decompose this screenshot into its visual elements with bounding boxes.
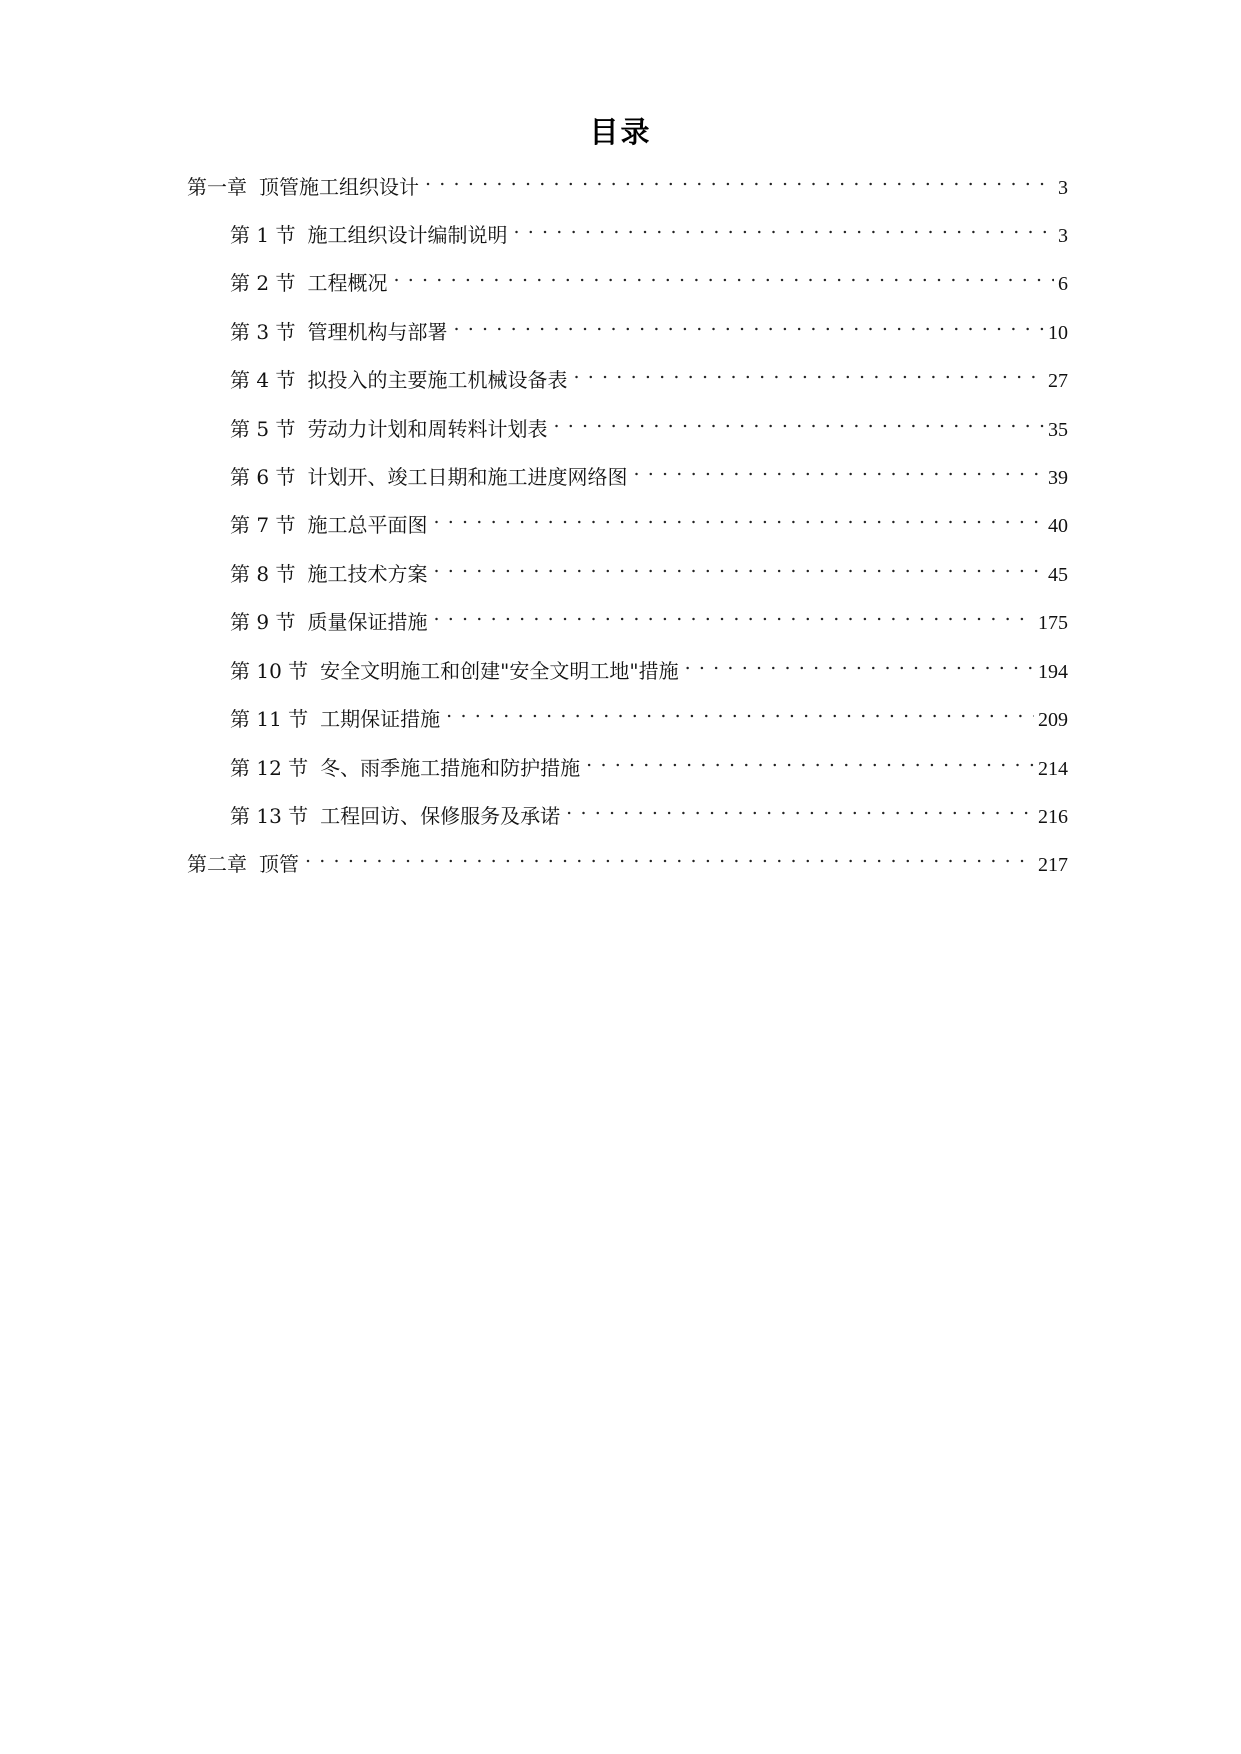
toc-entry-section-13[interactable] — [230, 793, 1068, 828]
toc-entry-label — [230, 704, 446, 734]
toc-dot-leader — [425, 164, 1054, 194]
toc-entry-section-9[interactable] — [230, 599, 1068, 634]
toc-entry-number: 第 11 节 — [230, 707, 309, 731]
toc-entry-label — [187, 849, 305, 879]
toc-entry-text: 管理机构与部署 — [307, 320, 448, 344]
toc-entry-label — [230, 462, 633, 492]
toc-entry-section-4[interactable] — [230, 357, 1068, 392]
toc-entry-text: 劳动力计划和周转料计划表 — [307, 417, 548, 441]
toc-entry-label — [230, 801, 566, 831]
toc-entry-number: 第 7 节 — [230, 513, 296, 537]
toc-entry-number: 第 10 节 — [230, 659, 309, 683]
toc-page-number: 217 — [1038, 854, 1068, 876]
toc-entry-number: 第 13 节 — [230, 804, 309, 828]
toc-dot-leader — [685, 648, 1034, 678]
toc-entry-text: 工程回访、保修服务及承诺 — [320, 804, 561, 828]
toc-page-number: 27 — [1048, 370, 1068, 392]
toc-entry-number: 第二章 — [187, 852, 247, 876]
toc-dot-leader — [433, 599, 1034, 629]
toc-entry-text: 施工总平面图 — [307, 513, 428, 537]
toc-dot-leader — [433, 551, 1044, 581]
toc-entry-label — [230, 317, 453, 347]
toc-entry-number: 第 3 节 — [230, 320, 296, 344]
toc-page-number: 3 — [1058, 225, 1068, 247]
toc-entry-text: 冬、雨季施工措施和防护措施 — [320, 756, 581, 780]
toc-page-number: 6 — [1058, 273, 1068, 295]
toc-entry-label — [230, 753, 586, 783]
toc-entry-section-7[interactable] — [230, 502, 1068, 537]
toc-dot-leader — [513, 212, 1054, 242]
toc-entry-number: 第 4 节 — [230, 368, 296, 392]
toc-entry-text: 施工技术方案 — [307, 562, 428, 586]
toc-entry-label — [230, 220, 513, 250]
toc-page-number: 45 — [1048, 564, 1068, 586]
toc-dot-leader — [633, 454, 1044, 484]
toc-entry-number: 第 9 节 — [230, 610, 296, 634]
toc-entry-section-5[interactable] — [230, 406, 1068, 441]
toc-page-number: 39 — [1048, 467, 1068, 489]
toc-page-number: 194 — [1038, 661, 1068, 683]
toc-dot-leader — [573, 357, 1044, 387]
toc-entry-label — [230, 268, 393, 298]
toc-entry-label — [230, 414, 553, 444]
toc-entry-text: 质量保证措施 — [307, 610, 428, 634]
toc-dot-leader — [446, 696, 1034, 726]
toc-page-number: 216 — [1038, 806, 1068, 828]
toc-entry-text: 拟投入的主要施工机械设备表 — [307, 368, 568, 392]
toc-entry-text: 工期保证措施 — [320, 707, 441, 731]
toc-dot-leader — [305, 841, 1034, 871]
toc-entry-label — [230, 559, 433, 589]
toc-entry-number: 第 2 节 — [230, 271, 296, 295]
toc-page-number: 175 — [1038, 612, 1068, 634]
toc-page-number: 40 — [1048, 515, 1068, 537]
toc-entry-number: 第 1 节 — [230, 223, 296, 247]
toc-entry-label — [230, 607, 433, 637]
toc-dot-leader — [566, 793, 1034, 823]
toc-dot-leader — [393, 260, 1054, 290]
toc-page-number: 209 — [1038, 709, 1068, 731]
toc-entry-text: 计划开、竣工日期和施工进度网络图 — [307, 465, 628, 489]
toc-entry-section-3[interactable] — [230, 309, 1068, 344]
toc-entry-number: 第 8 节 — [230, 562, 296, 586]
toc-entry-chapter-2[interactable] — [187, 841, 1068, 876]
toc-entry-number: 第 12 节 — [230, 756, 309, 780]
toc-dot-leader — [433, 502, 1044, 532]
toc-entry-label — [230, 365, 573, 395]
toc-entry-chapter-1[interactable] — [187, 164, 1068, 199]
toc-entry-number: 第 5 节 — [230, 417, 296, 441]
toc-entry-number: 第 6 节 — [230, 465, 296, 489]
toc-title: 目录 — [589, 115, 652, 149]
toc-page-number: 35 — [1048, 419, 1068, 441]
toc-entry-section-8[interactable] — [230, 551, 1068, 586]
toc-entry-section-2[interactable] — [230, 260, 1068, 295]
toc-page-number: 10 — [1048, 322, 1068, 344]
toc-entry-section-6[interactable] — [230, 454, 1068, 489]
toc-entry-section-12[interactable] — [230, 745, 1068, 780]
toc-entry-section-10[interactable] — [230, 648, 1068, 683]
toc-dot-leader — [586, 745, 1034, 775]
toc-entry-text: 施工组织设计编制说明 — [307, 223, 508, 247]
toc-entry-label — [230, 510, 433, 540]
toc-entry-label — [187, 172, 425, 202]
toc-entry-section-1[interactable] — [230, 212, 1068, 247]
toc-entry-section-11[interactable] — [230, 696, 1068, 731]
toc-entry-text: 顶管施工组织设计 — [259, 175, 419, 199]
toc-entry-label — [230, 656, 685, 686]
toc-dot-leader — [453, 309, 1044, 339]
toc-dot-leader — [553, 406, 1044, 436]
toc-entry-text: 安全文明施工和创建"安全文明工地"措施 — [320, 659, 679, 683]
toc-entry-text: 顶管 — [259, 852, 299, 876]
toc-entry-number: 第一章 — [187, 175, 247, 199]
toc-entry-text: 工程概况 — [307, 271, 388, 295]
toc-page-number: 214 — [1038, 758, 1068, 780]
toc-page-number: 3 — [1058, 177, 1068, 199]
